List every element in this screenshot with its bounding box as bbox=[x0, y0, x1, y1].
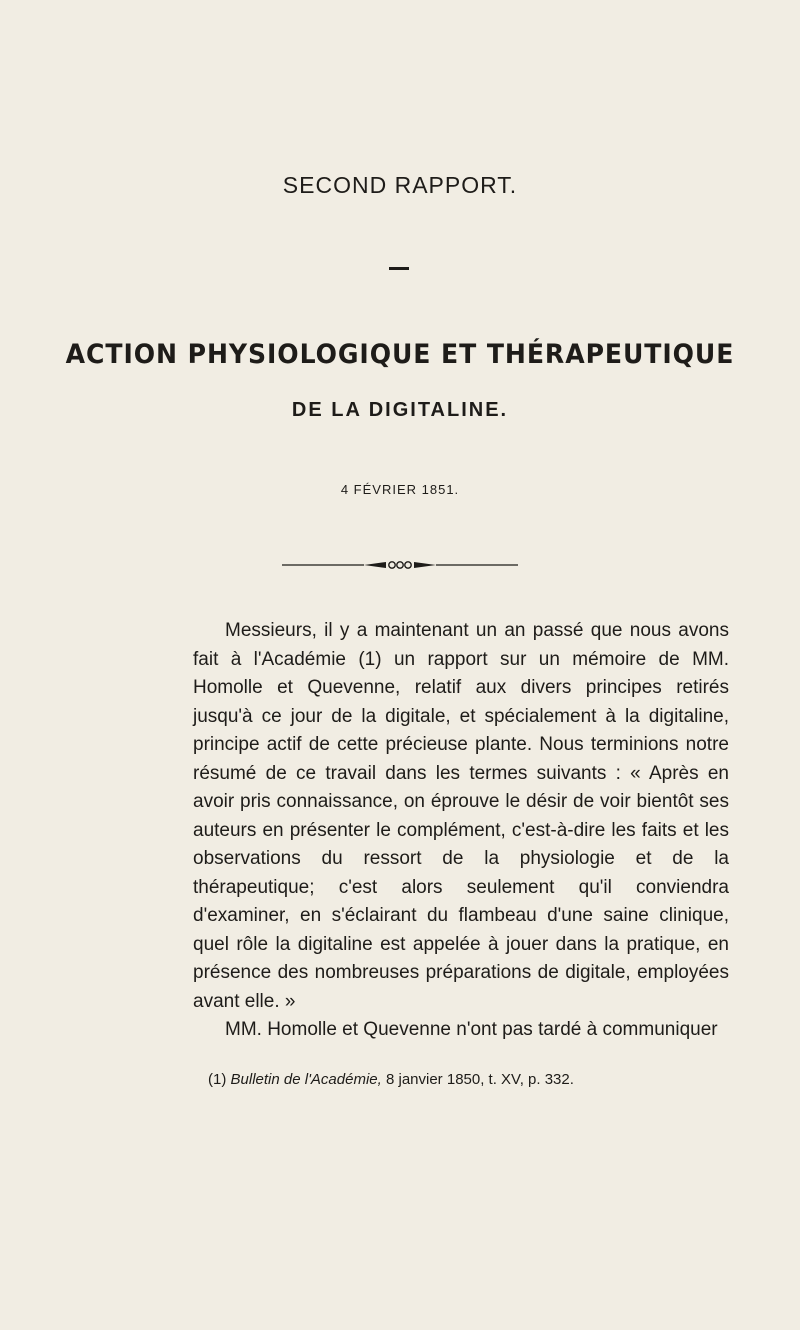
footnote-source: Bulletin de l'Académie, bbox=[230, 1071, 382, 1088]
ornament-divider-icon bbox=[282, 558, 518, 572]
footnote-details: 8 janvier 1850, t. XV, p. 332. bbox=[385, 1071, 574, 1088]
paragraph-1: Messieurs, il y a maintenant un an passé que nous avons fait à l'Académie (1) un rapport sur un mémoire de MM. Homolle et Quevenne, relatif aux divers principes retirés jusqu'à ce jour de la digitale, et spécialement à la digitaline, principe actif de cette précieuse plante. Nous terminions notre résumé de ce travail dans les termes suivants : « Après en avoir pris connaissance, on éprouve le désir de voir bientôt ses auteurs en présenter le complément, c'est-à-dire les faits et les observations du ressort de la physiologie et de la thérapeutique; c'est alors seulement qu'il conviendra d'examiner, en s'éclairant du flambeau d'une saine clinique, quel rôle la digitaline est appelée à jouer dans la pratique, en présence des nombreuses préparations de digitale, employées avant elle. » bbox=[193, 620, 729, 1012]
date-line: 4 FÉVRIER 1851. bbox=[340, 482, 460, 497]
paragraph-2: MM. Homolle et Quevenne n'ont pas tardé à communiquer bbox=[225, 1019, 718, 1040]
footnote-marker: (1) bbox=[208, 1071, 227, 1088]
chapter-subtitle: DE LA DIGITALINE. bbox=[291, 399, 509, 421]
short-rule bbox=[389, 267, 409, 270]
footnote bbox=[208, 1070, 768, 1090]
running-head: SECOND RAPPORT. bbox=[282, 172, 518, 198]
body-text bbox=[193, 617, 729, 1045]
chapter-title: ACTION PHYSIOLOGIQUE ET THÉRAPEUTIQUE bbox=[65, 339, 735, 370]
